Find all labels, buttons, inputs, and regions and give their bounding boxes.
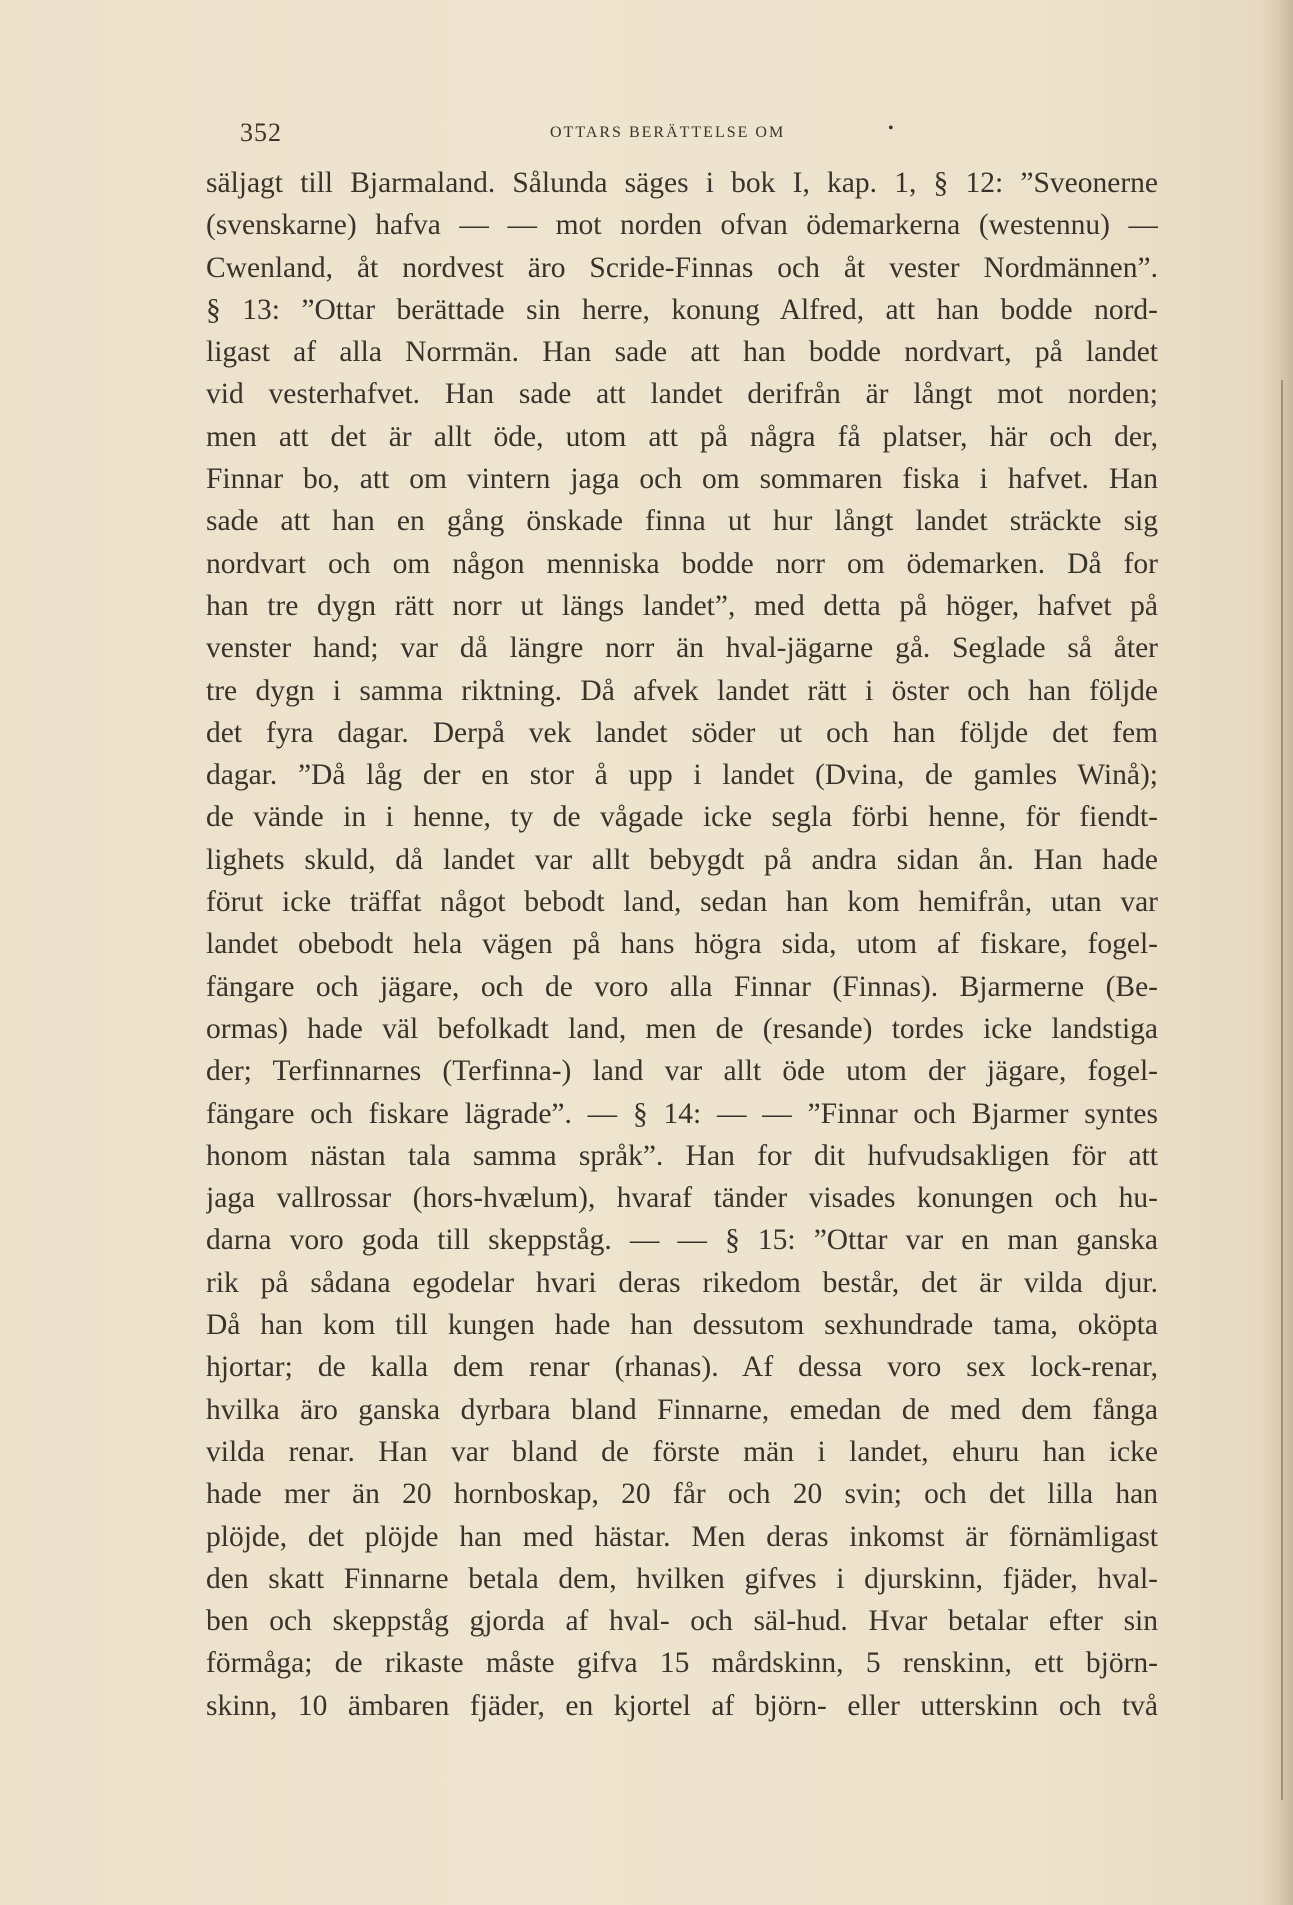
text-line: ligast af alla Norrmän. Han sade att han bodde nordvart, på landet: [206, 336, 1158, 369]
running-head-mark: •: [888, 120, 894, 137]
text-line: de vände in i henne, ty de vågade icke segla förbi henne, för fiendt-: [206, 801, 1158, 834]
text-line: vid vesterhafvet. Han sade att landet derifrån är långt mot norden;: [206, 378, 1158, 411]
text-line: hjortar; de kalla dem renar (rhanas). Af dessa voro sex lock-renar,: [206, 1351, 1158, 1384]
text-line: men att det är allt öde, utom att på några få platser, här och der,: [206, 420, 1158, 453]
page-number: 352: [240, 118, 282, 147]
text-line: honom nästan tala samma språk”. Han for dit hufvudsakligen för att: [206, 1139, 1158, 1172]
text-line: (svenskarne) hafva — — mot norden ofvan ödemarkerna (westennu) —: [206, 209, 1158, 242]
text-line: den skatt Finnarne betala dem, hvilken gifves i djurskinn, fjäder, hval-: [206, 1562, 1158, 1595]
text-line: fängare och fiskare lägrade”. — § 14: — — ”Finnar och Bjarmer syntes: [206, 1097, 1158, 1130]
text-line: nordvart och om någon menniska bodde norr om ödemarken. Då for: [206, 547, 1158, 580]
text-line: landet obebodt hela vägen på hans högra sida, utom af fiskare, fogel-: [206, 928, 1158, 961]
text-line: Cwenland, åt nordvest äro Scride-Finnas och åt vester Nordmännen”.: [206, 251, 1158, 284]
text-line: det fyra dagar. Derpå vek landet söder ut och han följde det fem: [206, 716, 1158, 749]
text-line: skinn, 10 ämbaren fjäder, en kjortel af björn- eller utterskinn och två: [206, 1689, 1158, 1722]
page-edge-marks: [1281, 380, 1287, 1800]
text-line: venster hand; var då längre norr än hval-jägarne gå. Seglade så åter: [206, 632, 1158, 665]
text-line: fängare och jägare, och de voro alla Finnar (Finnas). Bjarmerne (Be-: [206, 970, 1158, 1003]
text-line: vilda renar. Han var bland de förste män i landet, ehuru han icke: [206, 1435, 1158, 1468]
text-line: hvilka äro ganska dyrbara bland Finnarne, emedan de med dem fånga: [206, 1393, 1158, 1426]
text-line: förmåga; de rikaste måste gifva 15 mårdskinn, 5 renskinn, ett björn-: [206, 1647, 1158, 1680]
text-line: förut icke träffat något bebodt land, sedan han kom hemifrån, utan var: [206, 886, 1158, 919]
page-edge-shadow: [1259, 0, 1293, 1905]
text-line: § 13: ”Ottar berättade sin herre, konung Alfred, att han bodde nord-: [206, 293, 1158, 326]
text-line: ormas) hade väl befolkadt land, men de (resande) tordes icke landstiga: [206, 1012, 1158, 1045]
text-line: lighets skuld, då landet var allt bebygdt på andra sidan ån. Han hade: [206, 843, 1158, 876]
text-line: tre dygn i samma riktning. Då afvek landet rätt i öster och han följde: [206, 674, 1158, 707]
running-head: [240, 118, 1150, 152]
text-line: han tre dygn rätt norr ut längs landet”, med detta på höger, hafvet på: [206, 589, 1158, 622]
text-line: säljagt till Bjarmaland. Sålunda säges i bok I, kap. 1, § 12: ”Sveonerne: [206, 167, 1158, 199]
text-line: rik på sådana egodelar hvari deras rikedom består, det är vilda djur.: [206, 1266, 1158, 1299]
text-line: ben och skeppståg gjorda af hval- och säl-hud. Hvar betalar efter sin: [206, 1605, 1158, 1638]
text-line: dagar. ”Då låg der en stor å upp i landet (Dvina, de gamles Winå);: [206, 759, 1158, 792]
text-line: plöjde, det plöjde han med hästar. Men deras inkomst är förnämligast: [206, 1520, 1158, 1553]
text-line: jaga vallrossar (hors-hvælum), hvaraf tänder visades konungen och hu-: [206, 1182, 1158, 1215]
text-line: sade att han en gång önskade finna ut hur långt landet sträckte sig: [206, 505, 1158, 538]
text-line: Finnar bo, att om vintern jaga och om sommaren fiska i hafvet. Han: [206, 463, 1158, 496]
running-head-title: OTTARS BERÄTTELSE OM: [550, 124, 786, 141]
body-text: [206, 162, 1158, 1727]
text-line: darna voro goda till skeppståg. — — § 15: ”Ottar var en man ganska: [206, 1224, 1158, 1257]
text-line: der; Terfinnarnes (Terfinna-) land var allt öde utom der jägare, fogel-: [206, 1055, 1158, 1088]
text-line: Då han kom till kungen hade han dessutom sexhundrade tama, oköpta: [206, 1309, 1158, 1342]
text-line: hade mer än 20 hornboskap, 20 får och 20 svin; och det lilla han: [206, 1478, 1158, 1511]
